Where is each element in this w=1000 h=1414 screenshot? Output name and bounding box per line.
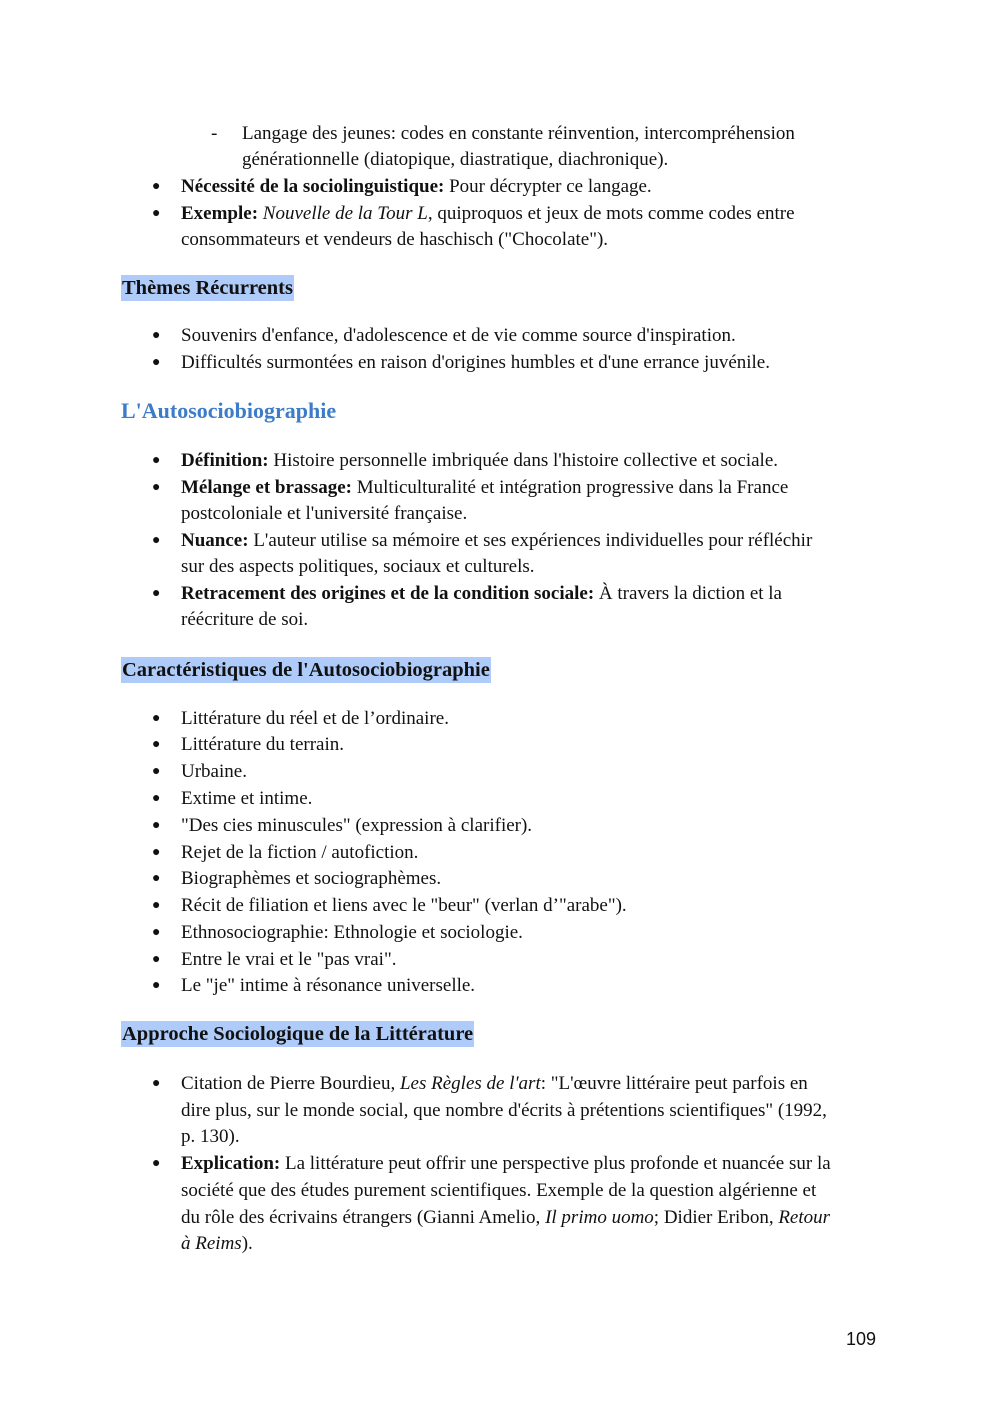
item-italic: Les Règles de l'art [399, 1073, 541, 1094]
item-label: Explication: [181, 1153, 281, 1174]
item-text: L'auteur utilise sa mémoire et ses expériences individuelles pour réfléchir [248, 530, 813, 551]
list-item [181, 1151, 831, 1177]
bullet-icon: ● [152, 952, 161, 967]
list-item-continuation: société que des études purement scientifiques. Exemple de la question algérienne et [181, 1180, 817, 1201]
item-text: À travers la diction et la [594, 583, 782, 604]
list-item: Récit de filiation et liens avec le "beur" (verlan d’"arabe"). [181, 895, 627, 916]
bullet-icon: ● [152, 453, 161, 468]
sub-item-line: Langage des jeunes: codes en constante réinvention, intercompréhension [242, 123, 795, 144]
list-item: Urbaine. [181, 761, 247, 782]
list-item [181, 528, 812, 554]
section-heading-themes: Thèmes Récurrents [122, 277, 293, 299]
bullet-icon: ● [152, 328, 161, 343]
list-item [181, 201, 795, 227]
list-item-continuation: postcoloniale et l'université française. [181, 503, 468, 524]
item-label: Mélange et brassage: [181, 477, 352, 498]
item-text: La littérature peut offrir une perspective plus profonde et nuancée sur la [280, 1153, 831, 1174]
list-item: "Des cies minuscules" (expression à clarifier). [181, 815, 533, 836]
list-item [181, 581, 782, 607]
item-text: Pour décrypter ce langage. [444, 176, 652, 197]
list-item: Rejet de la fiction / autofiction. [181, 842, 419, 863]
item-text: , quiproquos et jeux de mots comme codes entre [427, 203, 795, 224]
sub-item-line: générationnelle (diatopique, diastratique, diachronique). [242, 149, 669, 170]
list-item-continuation: réécriture de soi. [181, 609, 309, 630]
bullet-icon: ● [152, 1156, 161, 1171]
item-italic: Il primo uomo [545, 1207, 654, 1228]
list-item: Biographèmes et sociographèmes. [181, 868, 442, 889]
bullet-icon: ● [152, 818, 161, 833]
bullet-icon: ● [152, 711, 161, 726]
section-heading-approche: Approche Sociologique de la Littérature [122, 1023, 474, 1045]
item-text: : "L'œuvre littéraire peut parfois en [540, 1073, 808, 1094]
item-text: Multiculturalité et intégration progressive dans la France [351, 477, 789, 498]
item-text: Citation de Pierre Bourdieu, [181, 1073, 400, 1094]
list-item-continuation: p. 130). [181, 1126, 240, 1147]
bullet-icon: ● [152, 533, 161, 548]
item-label: Nuance: [181, 530, 249, 551]
list-item: Souvenirs d'enfance, d'adolescence et de vie comme source d'inspiration. [181, 325, 736, 346]
list-item-continuation: sur des aspects politiques, sociaux et culturels. [181, 556, 535, 577]
bullet-icon: ● [152, 586, 161, 601]
item-text: ). [241, 1233, 253, 1254]
item-text: du rôle des écrivains étrangers (Gianni Amelio, [181, 1207, 546, 1228]
bullet-icon: ● [152, 764, 161, 779]
section-heading-autosociobiographie: L'Autosociobiographie [121, 398, 337, 423]
bullet-icon: ● [152, 925, 161, 940]
item-text: ; Didier Eribon, [653, 1207, 779, 1228]
list-item-continuation [181, 1231, 253, 1257]
bullet-icon: ● [152, 1076, 161, 1091]
list-item: Littérature du terrain. [181, 734, 345, 755]
list-item-continuation: dire plus, sur le monde social, que nombre d'écrits à prétentions scientifiques" (1992, [181, 1100, 827, 1121]
list-item: Littérature du réel et de l’ordinaire. [181, 708, 449, 729]
page-number: 109 [846, 1329, 877, 1349]
bullet-icon: ● [152, 845, 161, 860]
bullet-icon: ● [152, 179, 161, 194]
item-label: Exemple: [181, 203, 259, 224]
list-item: Le "je" intime à résonance universelle. [181, 975, 476, 996]
section-heading-caracteristiques: Caractéristiques de l'Autosociobiographie [122, 659, 490, 681]
list-item-continuation [181, 1205, 830, 1231]
list-item: Ethnosociographie: Ethnologie et sociologie. [181, 922, 523, 943]
bullet-icon: ● [152, 978, 161, 993]
list-item-continuation: consommateurs et vendeurs de haschisch ("Chocolate"). [181, 229, 609, 250]
bullet-icon: ● [152, 871, 161, 886]
sub-list-dash: - [211, 123, 218, 144]
item-label: Définition: [181, 450, 269, 471]
item-italic: à Reims [181, 1233, 242, 1254]
item-italic: Retour [778, 1207, 831, 1228]
item-label: Nécessité de la sociolinguistique: [181, 176, 445, 197]
list-item: Difficultés surmontées en raison d'origines humbles et d'une errance juvénile. [181, 352, 770, 373]
bullet-icon: ● [152, 480, 161, 495]
item-italic: Nouvelle de la Tour L [262, 203, 428, 224]
list-item [181, 448, 778, 474]
item-label: Retracement des origines et de la condition sociale: [181, 583, 595, 604]
list-item: Entre le vrai et le "pas vrai". [181, 949, 397, 970]
bullet-icon: ● [152, 898, 161, 913]
bullet-icon: ● [152, 355, 161, 370]
list-item [181, 475, 788, 501]
bullet-icon: ● [152, 737, 161, 752]
bullet-icon: ● [152, 791, 161, 806]
list-item: Extime et intime. [181, 788, 313, 809]
item-text: Histoire personnelle imbriquée dans l'histoire collective et sociale. [268, 450, 779, 471]
bullet-icon: ● [152, 206, 161, 221]
list-item [181, 174, 652, 200]
list-item [181, 1071, 808, 1097]
